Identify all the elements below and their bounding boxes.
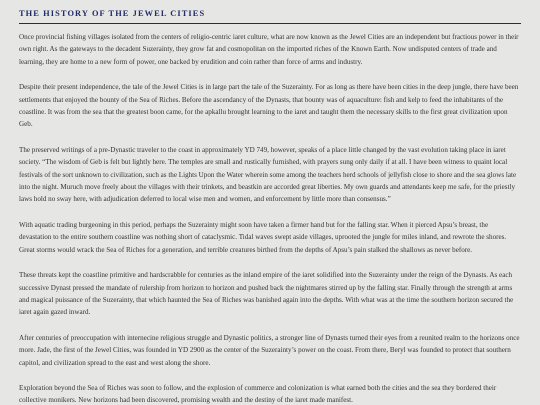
document-body <box>19 31 521 405</box>
paragraph-6: After centuries of preoccupation with internecine religious struggle and Dynastic politics, a stronger line of Dynasts turned their eyes from a reunited realm to the horizons once more. Jade, the first of the Jewel Cities, was founded in YD 2900 as the center of the Suzerainty’s power on the coast. From there, Beryl was founded to protect that southern capitol, and civilization spread to the east and west along the shore. <box>19 333 520 367</box>
paragraph-5: These threats kept the coastline primitive and hardscrabble for centuries as the inland empire of the iaret solidified into the Suzerainty under the reign of the Dynasts. As each successive Dynast pressed the mandate of rulership from horizon to horizon and pushed back the nightmares stirred up by the falling star. Finally through the strength at arms and magical puissance of the Suzerainty, that which haunted the Sea of Riches was banished again into the depths. With what was at the time the southern horizon secured the iaret again gazed inward. <box>19 271 514 317</box>
document-header <box>19 9 521 24</box>
paragraph-3: The preserved writings of a pre-Dynastic traveler to the coast in approximately YD 749, however, speaks of a place little changed by the vast evolution taking place in iaret society. “The wisdom of Geb is felt but lightly here. The temples are small and rustically furnished, with prayers sung only daily if at all. I have been witness to quaint local festivals of the sort unknown to civilization, such as the Lights Upon the Water wherein some among the teachers herd schools of jellyfish close to shore and the sea glows late into the night. Muruch move freely about the villages with their trinkets, and beastkin are accorded great liberties. My own guards and attendants keep me safe, for the priestly laws hold no sway here, with adjudication deferred to local wise men and women, and enforcement by little more than consensus.” <box>19 145 517 204</box>
paragraph-1: Once provincial fishing villages isolated from the centers of religio-centric iaret culture, what are now known as the Jewel Cities are an independent but fractious power in their own right. As the gateways to the decadent Suzerainty, they grow fat and cosmopolitan on the imported riches of the Known Earth. Now undisputed centers of trade and learning, they are home to a new form of power, one backed by erudition and coin rather than force of arms and industry. <box>19 33 519 66</box>
paragraph-4: With aquatic trading burgeoning in this period, perhaps the Suzerainty might soon have taken a firmer hand but for the falling star. When it pierced Apsu’s breast, the devastation to the entire southern coastline was nothing short of cataclysmic. Tidal waves swept aside villages, uprooted the jungle for miles inland, and rewrote the shores. Great storms would wrack the Sea of Riches for a generation, and terrible creatures birthed from the depths of Apsu’s pain stalked the shallows as never before. <box>19 220 507 254</box>
paragraph-7: Exploration beyond the Sea of Riches was soon to follow, and the explosion of commerce and colonization is what earned both the cities and the sea they bordered their collective monikers. New horizons had been discovered, promising wealth and the destiny of the iaret made manifest. <box>19 383 497 405</box>
document-title: THE HISTORY OF THE JEWEL CITIES <box>19 9 206 18</box>
paragraph-2: Despite their present independence, the tale of the Jewel Cities is in large part the tale of the Suzerainty. For as long as there have been cities in the deep jungle, there have been settlements that enjoyed the bounty of the Sea of Riches. Before the ascendancy of the Dynasts, that bounty was of aquaculture: fish and kelp to feed the inhabitants of the coastline. It was from the sea that the greatest boon came, for the apkallu brought learning to the iaret and taught them the necessary skills to the first great civilization upon Geb. <box>19 83 519 129</box>
